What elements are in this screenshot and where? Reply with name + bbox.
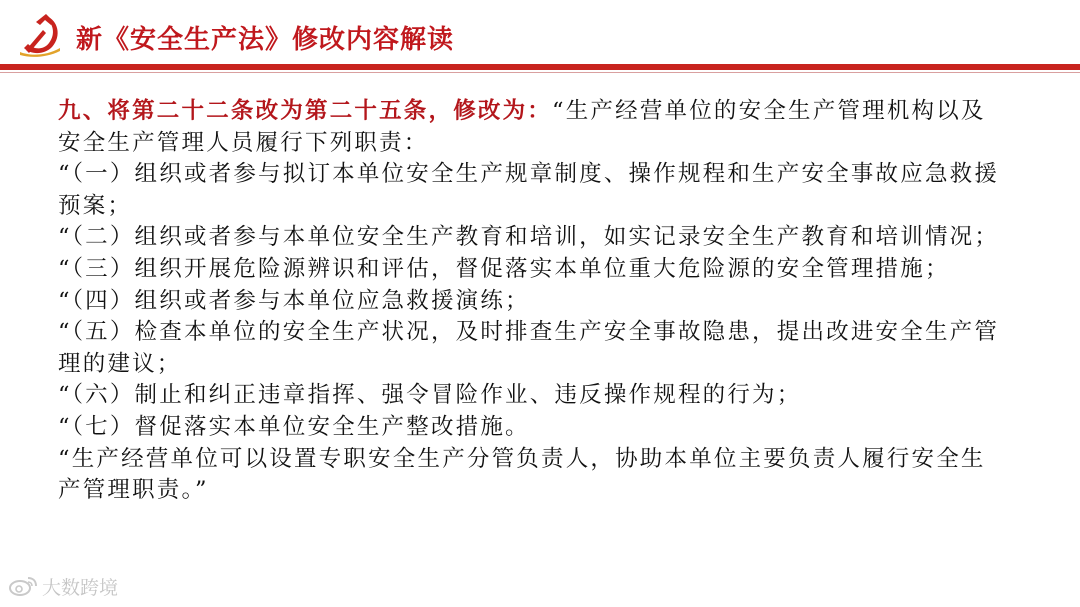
hammer-sickle-emblem-icon [16, 10, 64, 58]
source-watermark [8, 574, 118, 598]
duty-item: “（三）组织开展危险源辨识和评估，督促落实本单位重大危险源的安全管理措施； [58, 255, 950, 282]
weibo-logo-icon [8, 575, 38, 597]
header-divider-thick [0, 64, 1080, 70]
closing-paragraph: “生产经营单位可以设置专职安全生产分管负责人，协助本单位主要负责人履行安全生产管理职责。” [58, 445, 986, 504]
duty-item: “（六）制止和纠正违章指挥、强令冒险作业、违反操作规程的行为； [58, 382, 802, 409]
watermark-text: 大数跨境 [42, 576, 119, 599]
article-body [58, 96, 1003, 507]
slide-header [0, 0, 1080, 66]
header-divider-thin [0, 72, 1080, 73]
duty-item: “（二）组织或者参与本单位安全生产教育和培训，如实记录安全生产教育和培训情况； [58, 224, 1000, 251]
amendment-lead: 九、将第二十二条改为第二十五条，修改为： [58, 98, 553, 124]
duty-item: “（七）督促落实本单位安全生产整改措施。 [58, 413, 530, 440]
duty-item: “（四）组织或者参与本单位应急救援演练； [58, 287, 530, 314]
article-intro: “生产经营单位的安全生产管理机构以及安全生产管理人员履行下列职责： [58, 98, 986, 156]
article-intro-paragraph [58, 96, 1003, 159]
duty-item: “（五）检查本单位的安全生产状况，及时排查生产安全事故隐患，提出改进安全生产管理的建议； [58, 319, 1000, 377]
page-title: 新《安全生产法》修改内容解读 [76, 25, 455, 55]
duty-item: “（一）组织或者参与拟订本单位安全生产规章制度、操作规程和生产安全事故应急救援预案； [58, 161, 1000, 219]
